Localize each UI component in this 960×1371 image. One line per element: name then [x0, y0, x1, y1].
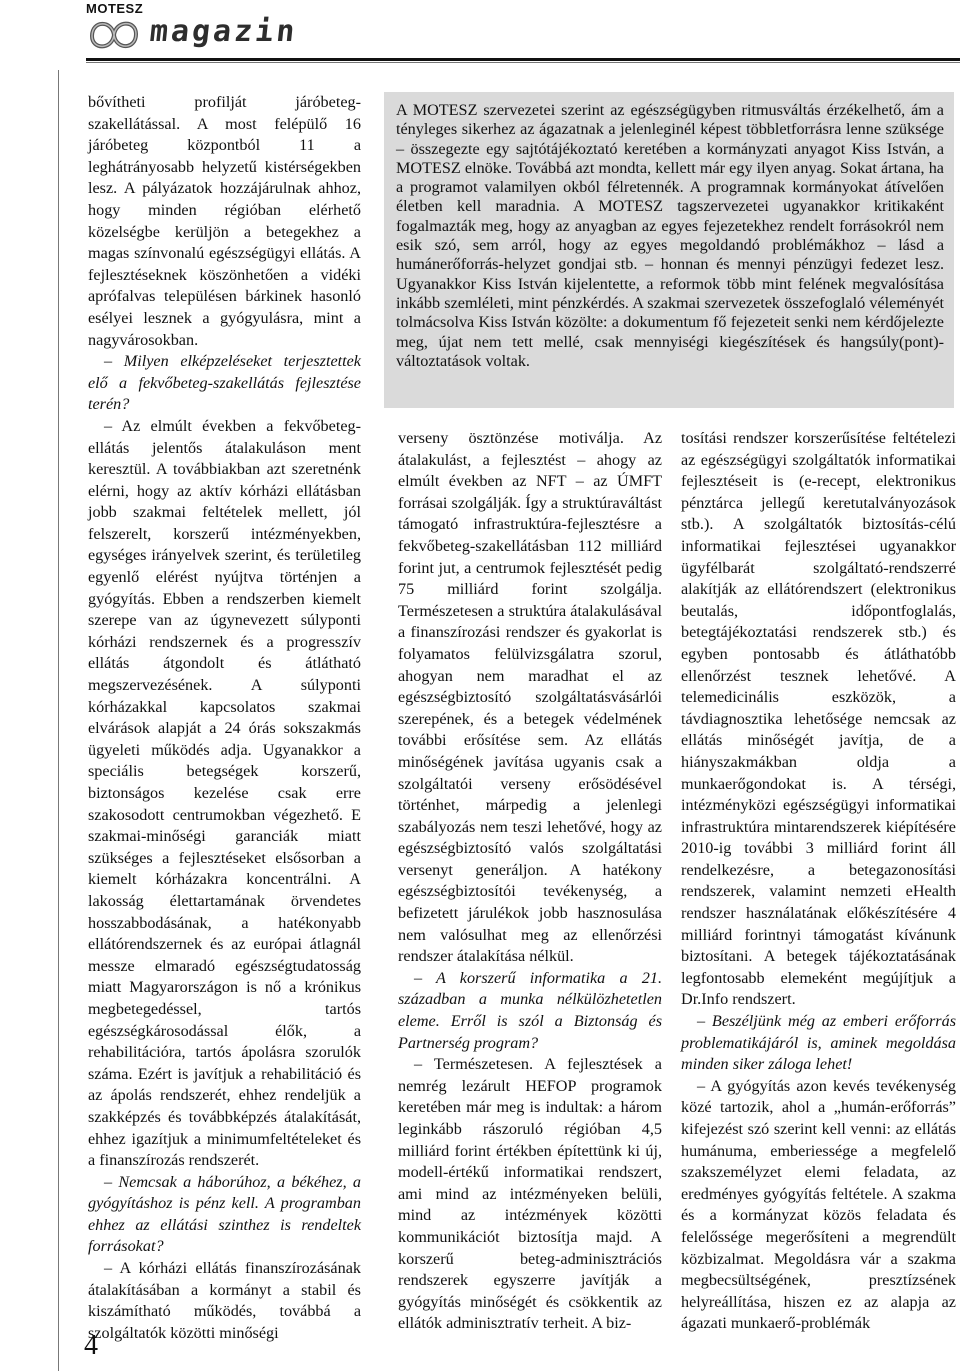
body-paragraph: – A gyógyítás azon kevés tevékenység közé tartozik, ahol a „humán-erőforrás” kifejezést szó szerint kell venni: az ellátás humánuma, emberiessége a megfelelő szakszemélyzet elemi feladata, az eredményes gyógyítás feltétele. A szakma és a kormányzat közös feladata és felelőssége megerősíteni a megrendült közbizalmat. Megoldásra vár a szakma megbecsültségének, presztízsének helyreállítása, hiszen ez az alapja az ágazati munkaerő-problémák — [681, 1076, 956, 1333]
header-rule-thin — [86, 62, 960, 63]
interview-question: – Beszéljünk még az emberi erőforrás problematikájáról is, aminek megoldása minden siker záloga lehet! — [681, 1012, 956, 1074]
body-paragraph: bővítheti profilját járóbeteg-szakellátással. A most felépülő 16 járóbeteg központból 11 a leghátrányosabb helyzetű kistérségekben lesz. A pályázatok hozzájárulnak ahhoz, hogy minden régióban elérhető közelségbe kerüljön a betegekhez a magas színvonalú egészségügyi ellátás. A fejlesztéseknek köszönhetően a vidéki aprófalvas településen bárkinek hasonló esélyei lesznek a gyógyulásra, mint a nagyvárosokban. — [88, 93, 361, 349]
magazine-title: magazin — [148, 14, 300, 49]
header-rule — [86, 58, 960, 61]
body-paragraph: – Természetesen. A fejlesztések a nemrég lezárult HEFOP programok keretében már meg is indultak: a három leginkább rászoruló régióban 4,5 milliárd forint értékben építettünk ki új, modell-értékű informatikai rendszert, ami mind az intézményeken belüli, mind az intézmények közötti kommunikációt biztosítja majd. A korszerű beteg-adminisztrációs rendszerek egyszerre javítják a gyógyítás minőségét és csökkentik az ellátók adminisztratív terheit. A biz- — [398, 1055, 662, 1333]
highlight-box — [384, 92, 954, 408]
text-column-2 — [398, 428, 662, 1335]
interview-question: – Milyen elképzeléseket terjesztettek elő a fekvőbeteg-szakellátás fejlesztése terén? — [88, 352, 361, 414]
text-column-1 — [88, 92, 361, 1344]
highlight-box-text: A MOTESZ szervezetei szerint az egészségügyben ritmusváltás érzékelhető, ám a tényleges sikerhez az ágazatnak a jelenleginél képest többletforrásra lenne szüksége – összegezte egy sajtótájékoztató keretében a kormányzati anyagot Kiss István, a MOTESZ elnöke. Továbbá azt mondta, kellett már egy ilyen anyag. Sokat ártana, ha a programot valamilyen okból félretennék. A programnak kormányokat átívelően életben kell maradnia. A MOTESZ tagszervezetei ugyanakkor kritikaként fogalmazták meg, hogy az anyagban az egyes fejezetekhez rendelt forrásokról nem esik szó, sem arról, hogy az egyes megoldandó problémákhoz – lásd a humánerőforrás-helyzet gondjai stb. – honnan és mennyi pénzügyi fedezet lesz. Ugyanakkor Kiss István kijelentette, a reformok több mint felének megvalósítása inkább szemléleti, mint pénzkérdés. A szakmai szervezetek összefoglaló véleményét tolmácsolva Kiss István közölte: a dokumentum fő fejezeteit senki nem kérdőjelezte meg, újat nem tett mellé, csak mennyiségi kiegészítések és hangsúly(pont)-változtatások voltak. — [396, 101, 944, 370]
interview-question: – A korszerű informatika a 21. században a munka nélkülözhetetlen eleme. Erről is szól a Biztonság és Partnerség program? — [398, 968, 662, 1052]
body-paragraph: – Az elmúlt években a fekvőbeteg-ellátás jelentős átalakuláson ment keresztül. A továbbiakban azt szeretnénk elérni, hogy az aktív kórházi ellátásban jobb szakmai feltételek mellett, jól felszerelt, korszerű intézményekben, egységes irányelvek szerint, és területileg egyenlő elérést nyújtva történjen a gyógyítás. Ebben a rendszerben kiemelt szerepe van az úgynevezett súlyponti kórházi rendszernek és a progresszív ellátás átgondolt és átlátható megszervezésének. A súlyponti kórházakkal kapcsolatos szakmai elvárások alapját a 24 órás sokszakmás ügyeleti működés adja. Ugyanakkor a speciális betegségek korszerű, biztonságos kezelése csak erre szakosodott centrumokban végezhető. E szakmai-minőségi garanciák miatt szükséges a fejlesztéseket elsősorban a kiemelt kórházakra koncentrálni. A lakosság élettartamának örvendetes hosszabbodásának, a hatékonyabb ellátórendszernek és az európai átlagnál messze elmaradó egészségtudatosság miatt Magyarországon is nő a krónikus megbetegedéssel, tartós egészségkárosodással élők, a rehabilitációra, tartós ápolásra szorulók száma. Ezért is javítjuk a rehabilitáció és az ápolás rendszerét, ehhez rendeljük a szakképzés és továbbképzés átalakítását, ehhez igazítjuk a minimumfeltételeket és a finanszírozás rendszerét. — [88, 416, 361, 1170]
body-paragraph: – A kórházi ellátás finanszírozásának átalakításában a kormányt a stabil és kiszámítható működés, továbbá a szolgáltatók közötti minőségi — [88, 1259, 361, 1342]
body-paragraph: verseny ösztönzése motiválja. Az átalakulást, a fejlesztést – ahogy az elmúlt években az NFT – az ÚMFT forrásai szolgálják. Így a struktúraváltást támogató infrastruktúra-fejlesztésre a fekvőbeteg-szakellátásban 112 milliárd forint jut, a centrumok fejlesztését pedig 75 milliárd forint szolgálja. Természetesen a struktúra átalakulásával a finanszírozási rendszer és gyakorlat is folyamatos felülvizsgálatra szorul, ahogyan nem maradhat el az egészségbiztosító szolgáltatásvásárlói szerepének, és a betegek védelmének további erősítése sem. Az ellátás minőségének javítása ugyanis csak a szolgáltatói verseny erősödésével történhet, márpedig a jelenlegi szabályozás nem teszi lehetővé, hogy az egészségbiztosító valós szolgáltatási versenyt generáljon. A hatékony egészségbiztosítói tevékenység, a befizetett járulékok jobb hasznosulása nem valósulhat meg az ellenőrzési rendszer átalakítása nélkül. — [398, 429, 662, 966]
interview-question: – Nemcsak a háborúhoz, a békéhez, a gyógyításhoz is pénz kell. A programban ehhez az ellátási szinthez is rendeltek forrásokat? — [88, 1172, 361, 1256]
margin-line — [58, 70, 59, 1371]
brand-label: MOTESZ — [86, 1, 144, 16]
body-paragraph: tosítási rendszer korszerűsítése feltételezi az egészségügyi szolgáltatók informatikai fejlesztéseit is (e-recept, elektronikus pénztárca jellegű keretutalványozások stb.). A szolgáltatók biztosítás-célú informatikai fejlesztései ugyanakkor ügyfélbarát szolgáltató-rendszerré alakítják az ellátórendszert (elektronikus beutalás, időpontfoglalás, betegtájékoztatási rendszerek stb.) és egyben pontosabb és átláthatóbb ellenőrzést tesznek lehetővé. A telemedicinális eszközök, a távdiagnosztika lehetősége nemcsak az ellátás minőségét javítja, de a hiányszakmákban oldja a munkaerőgondokat is. A térségi, intézményközi egészségügyi informatikai infrastruktúra mintarendszerek kiépítésére 2010-ig további 3 milliárd forint áll rendelkezésre, a betegazonosítási rendszerek, valamint nemzeti eHealth rendszer használatának előkészítésére 4 milliárd forintnyi támogatást kívánunk biztosítani. A betegek tájékoztatásának legfontosabb elemeként megújítjuk a Dr.Info rendszert. — [681, 429, 956, 1009]
knot-logo-icon — [86, 16, 142, 54]
text-column-3 — [681, 428, 956, 1335]
page-number: 4 — [84, 1330, 98, 1361]
